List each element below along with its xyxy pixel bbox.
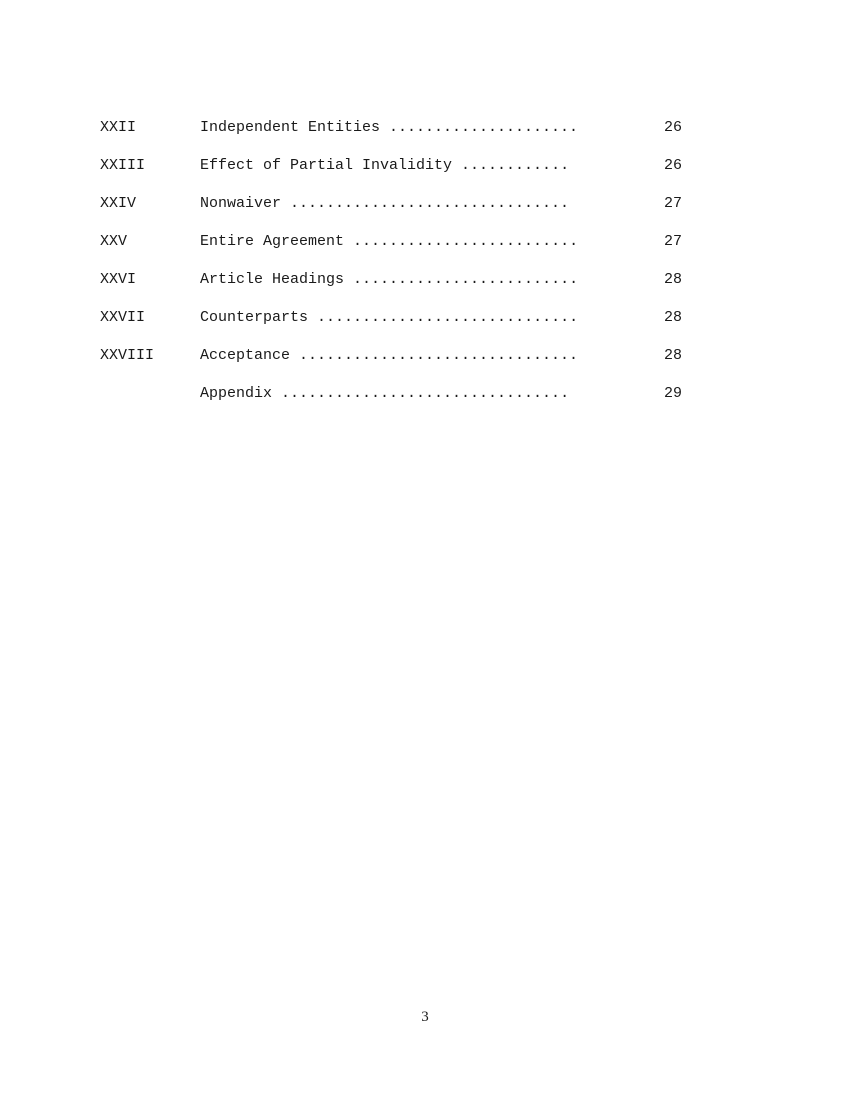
toc-entry-number: XXVI bbox=[100, 271, 137, 288]
toc-entry-title: Nonwaiver bbox=[200, 195, 282, 212]
toc-entry bbox=[100, 194, 682, 232]
toc-entry-title: Entire Agreement bbox=[200, 233, 345, 250]
toc-entry-title-line bbox=[200, 384, 622, 404]
toc-entry-number: XXVII bbox=[100, 309, 146, 326]
toc-entry-page: 26 bbox=[663, 157, 682, 174]
toc-entry-title: Independent Entities bbox=[200, 119, 381, 136]
toc-entry-page: 29 bbox=[663, 385, 682, 402]
toc-entry-title: Effect of Partial Invalidity bbox=[200, 157, 453, 174]
toc-entry-page: 28 bbox=[663, 309, 682, 326]
toc-entry-page: 26 bbox=[663, 119, 682, 136]
toc-dot-leader: ............................... bbox=[290, 347, 579, 364]
toc-entry-page: 28 bbox=[663, 347, 682, 364]
toc-entry-title: Acceptance bbox=[200, 347, 291, 364]
toc-entry bbox=[100, 232, 682, 270]
toc-entry-number: XXVIII bbox=[100, 347, 155, 364]
toc-entry-number: XXII bbox=[100, 119, 137, 136]
toc-entry bbox=[100, 308, 682, 346]
toc-entry-title: Appendix bbox=[200, 385, 273, 402]
toc-entry-title-line bbox=[200, 270, 622, 290]
toc-dot-leader: ..................... bbox=[380, 119, 579, 136]
table-of-contents bbox=[100, 118, 682, 422]
toc-entry-number: XXV bbox=[100, 233, 128, 250]
toc-dot-leader: ......................... bbox=[344, 233, 579, 250]
toc-entry-number: XXIV bbox=[100, 195, 137, 212]
toc-dot-leader: ............ bbox=[452, 157, 570, 174]
toc-entry bbox=[100, 270, 682, 308]
toc-dot-leader: ............................... bbox=[281, 195, 570, 212]
toc-entry-title-line bbox=[200, 156, 622, 176]
toc-entry-title-line bbox=[200, 346, 622, 366]
toc-entry-number: XXIII bbox=[100, 157, 146, 174]
toc-entry bbox=[100, 118, 682, 156]
toc-entry bbox=[100, 346, 682, 384]
toc-entry-title: Counterparts bbox=[200, 309, 309, 326]
toc-dot-leader: ............................. bbox=[308, 309, 579, 326]
toc-dot-leader: ................................ bbox=[272, 385, 570, 402]
toc-entry-title-line bbox=[200, 232, 622, 252]
toc-entry-title: Article Headings bbox=[200, 271, 345, 288]
page-number: 3 bbox=[421, 1009, 429, 1025]
toc-entry-page: 28 bbox=[663, 271, 682, 288]
toc-entry bbox=[100, 384, 682, 422]
toc-entry-title-line bbox=[200, 118, 622, 138]
toc-entry-page: 27 bbox=[663, 195, 682, 212]
toc-dot-leader: ......................... bbox=[344, 271, 579, 288]
toc-entry-page: 27 bbox=[663, 233, 682, 250]
toc-entry bbox=[100, 156, 682, 194]
toc-entry-title-line bbox=[200, 308, 622, 328]
toc-entry-title-line bbox=[200, 194, 622, 214]
